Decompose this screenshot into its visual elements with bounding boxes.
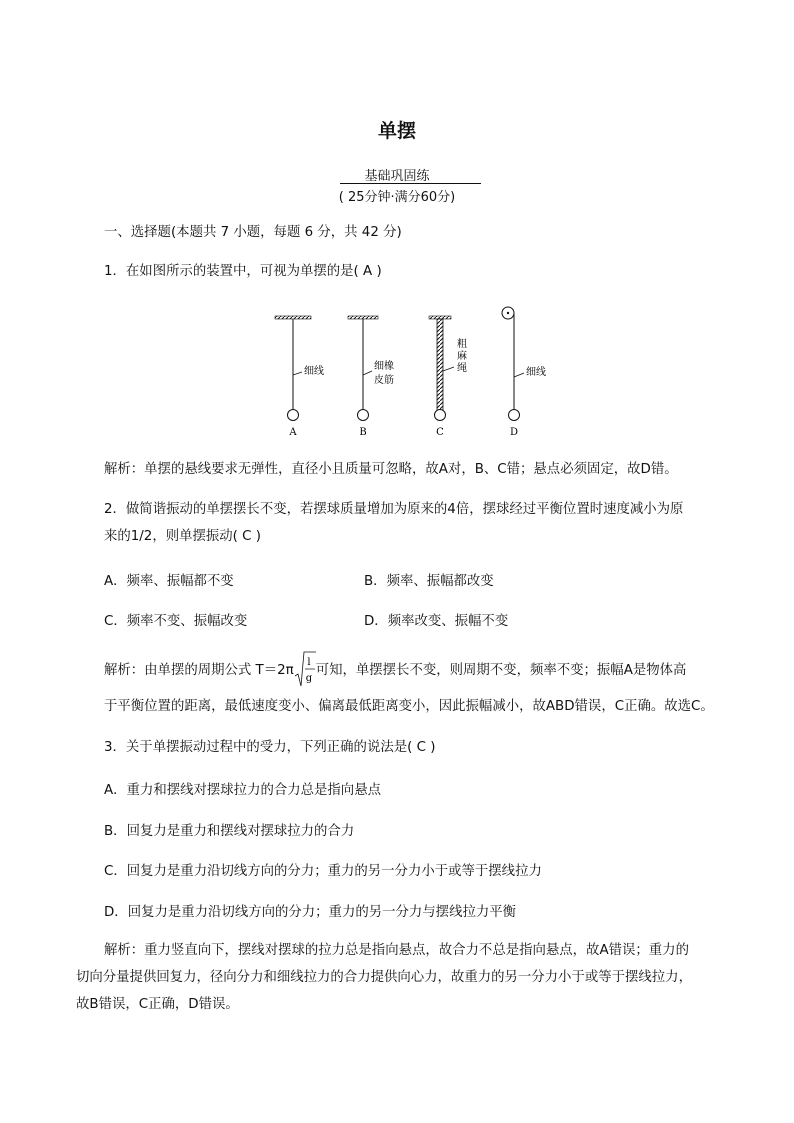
question-2-analysis-line1 <box>104 657 687 684</box>
question-2-option-a: A．频率、振幅都不变 <box>104 574 234 589</box>
page-title: 单摆 <box>377 120 416 142</box>
question-1-stem: 1．在如图所示的装置中，可视为单摆的是( A ) <box>104 264 382 279</box>
section-subtitle: 基础巩固练 <box>364 169 430 184</box>
pendulum-c <box>429 316 467 438</box>
pendulum-d <box>502 307 546 438</box>
question-2-option-b: B．频率、振幅都改变 <box>364 574 494 589</box>
question-2-analysis-line2: 于平衡位置的距离，最低速度变小、偏离最低距离变小，因此振幅减小，故ABD错误，C正确。故选C。 <box>104 699 714 714</box>
label-rope-3: 绳 <box>457 363 467 374</box>
letter-a: A <box>289 427 297 438</box>
section-heading: 一、选择题(本题共 7 小题，每题 6 分，共 42 分) <box>104 225 402 240</box>
time-score-note: ( 25分钟·满分60分) <box>338 190 456 205</box>
letter-c: C <box>436 427 444 438</box>
question-2-stem-line2: 来的1/2，则单摆振动( C ) <box>104 529 261 544</box>
question-3-option-a: A．重力和摆线对摆球拉力的合力总是指向悬点 <box>104 783 381 798</box>
fraction-numerator: l <box>307 657 311 668</box>
question-1-analysis: 解析：单摆的悬线要求无弹性，直径小且质量可忽略，故A对，B、C错；悬点必须固定，故D错。 <box>104 462 678 477</box>
question-3-option-b: B．回复力是重力和摆线对摆球拉力的合力 <box>104 824 355 839</box>
subtitle-rule <box>340 183 481 184</box>
sqrt-fraction <box>294 657 316 684</box>
label-rope-2: 麻 <box>457 351 467 362</box>
question-3-option-c: C．回复力是重力沿切线方向的分力；重力的另一分力小于或等于摆线拉力 <box>104 864 542 879</box>
label-thin-line-d: 细线 <box>526 367 546 378</box>
question-3-stem: 3．关于单摆振动过程中的受力，下列正确的说法是( C ) <box>104 740 436 755</box>
question-3-option-d: D．回复力是重力沿切线方向的分力；重力的另一分力与摆线拉力平衡 <box>104 905 517 920</box>
question-2-option-c: C．频率不变、振幅改变 <box>104 614 248 629</box>
question-2-option-d: D．频率改变、振幅不变 <box>364 614 509 629</box>
analysis-formula-prefix: 解析：由单摆的周期公式 T＝2π <box>104 663 294 678</box>
fraction-denominator: g <box>305 673 312 684</box>
pendulum-a <box>275 316 324 438</box>
question-3-analysis-line2: 切向分量提供回复力，径向分力和细线拉力的合力提供向心力，故重力的另一分力小于或等于摆线拉力， <box>76 970 692 985</box>
analysis-formula-suffix: 可知，单摆摆长不变，则周期不变，频率不变；振幅A是物体高 <box>315 663 687 678</box>
pendulum-figure <box>268 305 546 439</box>
label-rubber-1: 细橡 <box>374 361 394 372</box>
label-rubber-2: 皮筋 <box>374 375 394 386</box>
label-rope-1: 粗 <box>457 339 467 350</box>
letter-d: D <box>509 427 519 438</box>
question-3-analysis-line1: 解析：重力竖直向下，摆线对摆球的拉力总是指向悬点，故合力不总是指向悬点，故A错误；重力的 <box>104 943 689 958</box>
letter-b: B <box>359 427 367 438</box>
label-thin-line-a: 细线 <box>304 366 324 377</box>
pendulum-diagram <box>268 305 546 439</box>
question-2-stem-line1: 2．做简谐振动的单摆摆长不变，若摆球质量增加为原来的4倍，摆球经过平衡位置时速度减小为原 <box>104 502 684 517</box>
question-3-analysis-line3: 故B错误，C正确，D错误。 <box>76 997 239 1012</box>
pendulum-b <box>348 316 394 438</box>
